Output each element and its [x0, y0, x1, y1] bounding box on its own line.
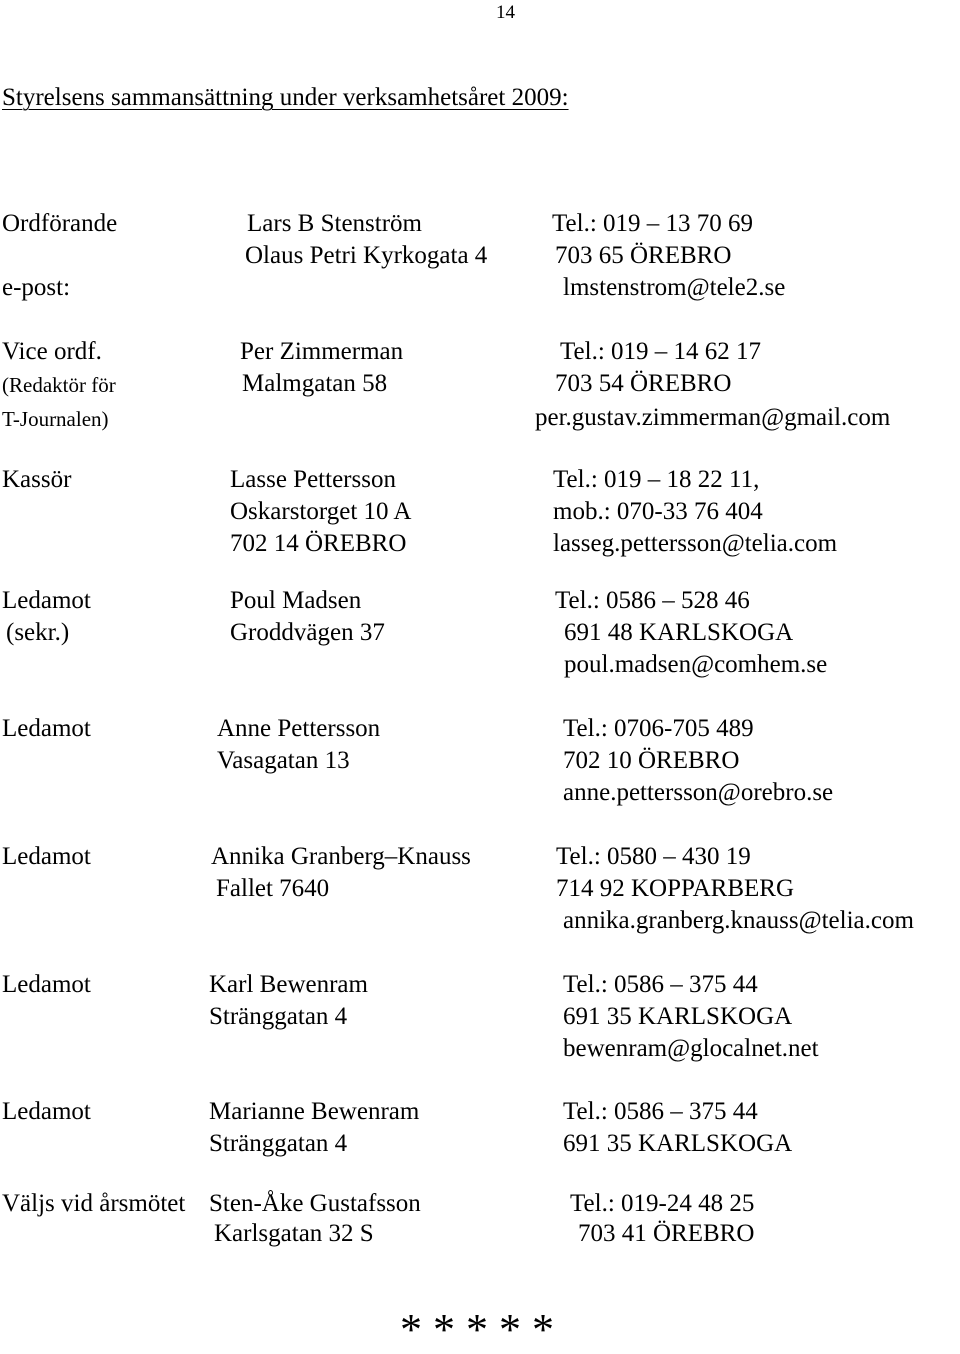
- street-address: Karlsgatan 32 S: [214, 1220, 374, 1247]
- postal-address: 703 54 ÖREBRO: [555, 370, 732, 397]
- phone: Tel.: 0586 – 528 46: [555, 587, 750, 614]
- street-address: Stränggatan 4: [209, 1130, 348, 1157]
- street-address: Vasagatan 13: [217, 747, 350, 774]
- phone: Tel.: 0580 – 430 19: [556, 843, 751, 870]
- postal-address: 703 65 ÖREBRO: [555, 242, 732, 269]
- postal-address: 691 48 KARLSKOGA: [564, 619, 794, 646]
- postal-address: 703 41 ÖREBRO: [578, 1220, 755, 1247]
- postal-address: 714 92 KOPPARBERG: [556, 875, 795, 902]
- postal-address: 702 10 ÖREBRO: [563, 747, 740, 774]
- street-address: Olaus Petri Kyrkogata 4: [245, 242, 488, 269]
- phone: Tel.: 019-24 48 25: [570, 1190, 755, 1217]
- member-name: Lars B Stenström: [247, 210, 422, 237]
- member-name: Anne Pettersson: [217, 715, 381, 742]
- role-label: Ledamot: [2, 971, 91, 998]
- role-label: Ledamot: [2, 1098, 91, 1125]
- role-label: Kassör: [2, 466, 72, 493]
- role-note: T-Journalen): [2, 407, 109, 431]
- role-label: Ordförande: [2, 210, 118, 237]
- postal-address: 702 14 ÖREBRO: [230, 530, 407, 557]
- role-label: Ledamot: [2, 715, 91, 742]
- street-address: Groddvägen 37: [230, 619, 385, 646]
- phone: Tel.: 0586 – 375 44: [563, 971, 758, 998]
- member-name: Lasse Pettersson: [230, 466, 396, 493]
- role-label: Vice ordf.: [2, 338, 102, 365]
- email-address: annika.granberg.knauss@telia.com: [563, 907, 914, 934]
- email-address: bewenram@glocalnet.net: [563, 1035, 819, 1062]
- mobile-phone: mob.: 070-33 76 404: [553, 498, 763, 525]
- email-address: poul.madsen@comhem.se: [564, 651, 828, 678]
- street-address: Malmgatan 58: [242, 370, 388, 397]
- email-address: lasseg.pettersson@telia.com: [553, 530, 838, 557]
- footer-stars: * * * * *: [400, 1305, 554, 1354]
- street-address: Oskarstorget 10 A: [230, 498, 412, 525]
- member-name: Marianne Bewenram: [209, 1098, 420, 1125]
- role-label: Ledamot: [2, 843, 91, 870]
- email-address: per.gustav.zimmerman@gmail.com: [535, 404, 891, 431]
- role-note: (Redaktör för: [2, 373, 116, 397]
- role-note: (sekr.): [6, 619, 70, 646]
- postal-address: 691 35 KARLSKOGA: [563, 1130, 793, 1157]
- role-label: Ledamot: [2, 587, 91, 614]
- member-name: Annika Granberg–Knauss: [211, 843, 471, 870]
- phone: Tel.: 019 – 18 22 11,: [553, 466, 760, 493]
- member-name: Karl Bewenram: [209, 971, 368, 998]
- role-label: Väljs vid årsmötet: [2, 1190, 186, 1217]
- email-address: lmstenstrom@tele2.se: [563, 274, 786, 301]
- phone: Tel.: 0586 – 375 44: [563, 1098, 758, 1125]
- page-heading: Styrelsens sammansättning under verksamhetsåret 2009:: [2, 84, 569, 111]
- member-name: Poul Madsen: [230, 587, 362, 614]
- street-address: Fallet 7640: [216, 875, 330, 902]
- email-address: anne.pettersson@orebro.se: [563, 779, 834, 806]
- email-label: e-post:: [2, 274, 71, 301]
- postal-address: 691 35 KARLSKOGA: [563, 1003, 793, 1030]
- page-number: 14: [496, 2, 515, 23]
- member-name: Per Zimmerman: [240, 338, 404, 365]
- phone: Tel.: 019 – 14 62 17: [560, 338, 762, 365]
- street-address: Stränggatan 4: [209, 1003, 348, 1030]
- phone: Tel.: 019 – 13 70 69: [552, 210, 754, 237]
- member-name: Sten-Åke Gustafsson: [209, 1190, 421, 1217]
- phone: Tel.: 0706-705 489: [563, 715, 754, 742]
